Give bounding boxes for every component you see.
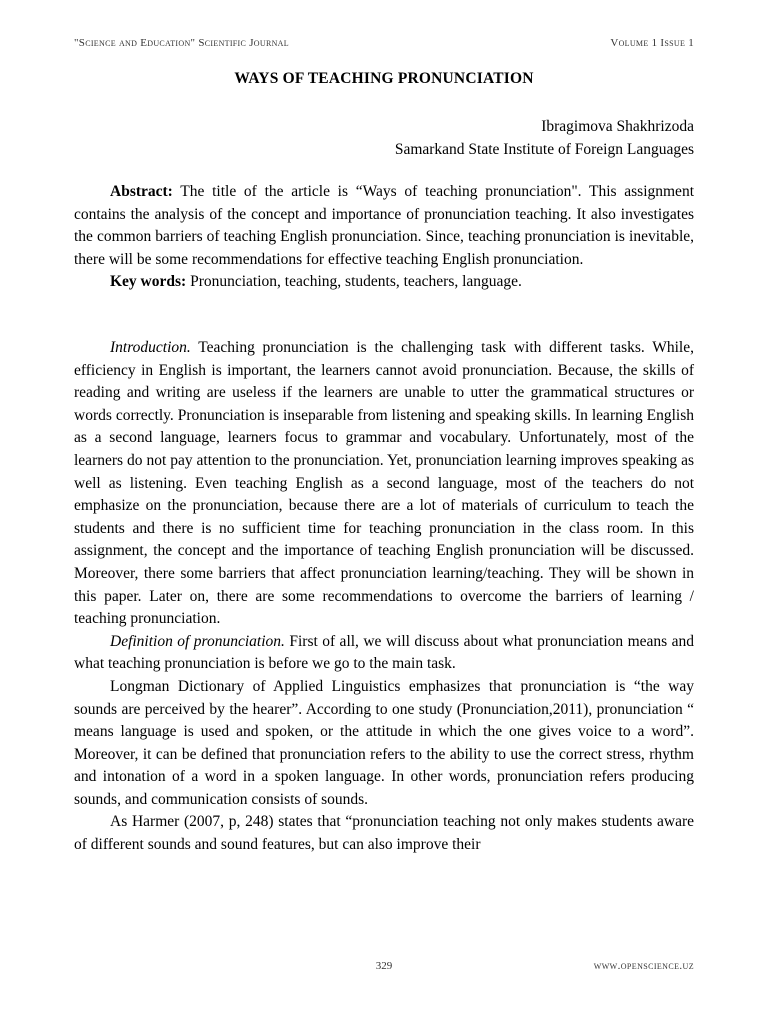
abstract-label: Abstract: [110, 183, 173, 200]
introduction-paragraph [74, 337, 694, 631]
definition-label: Definition of pronunciation. [110, 632, 285, 650]
longman-paragraph: Longman Dictionary of Applied Linguistics emphasizes that pronunciation is “the way sounds are perceived by the hearer”. According to one study (Pronunciation,2011), pronunciation “ means language is used and spoken, or the attitude in which the one gives voice to a word”. Moreover, it can be defined that pronunciation refers to the ability to use the correct stress, rhythm and intonation of a word in a spoken language. In other words, pronunciation refers producing sounds, and communication consists of sounds. [74, 677, 694, 808]
running-header [74, 37, 694, 55]
main-body [74, 337, 694, 857]
volume-issue: Volume 1 Issue 1 [610, 37, 694, 49]
abstract-paragraph [74, 181, 694, 271]
keywords-label: Key words: [110, 273, 187, 291]
keywords-text: Pronunciation, teaching, students, teachers, language. [186, 273, 522, 291]
keywords-paragraph [74, 271, 694, 294]
introduction-label: Introduction. [110, 339, 191, 356]
journal-name: "Science and Education" Scientific Journal [74, 37, 289, 49]
introduction-text: Teaching pronunciation is the challenging task with different tasks. While, efficiency in English is important, the learners cannot avoid pronunciation. Because, the skills of reading and writing are useless if the learners are unable to utter the grammatical structures or words correctly. Pronunciation is inseparable from listening and speaking skills. In learning English as a second language, learners focus to grammar and vocabulary. Unfortunately, most of the learners do not pay attention to the pronunciation. Yet, pronunciation learning improves speaking as well as listening. Even teaching English as a second language, most of the teachers do not emphasize on the pronunciation, because there are a lot of materials of curriculum to teach the students and there is no sufficient time for teaching pronunciation in the class room. In this assignment, the concept and the importance of teaching English pronunciation will be discussed. Moreover, there some barriers that affect pronunciation learning/teaching. They will be shown in this paper. Later on, there are some recommendations to overcome the barriers of learning / teaching pronunciation. [74, 339, 694, 628]
article-title: WAYS OF TEACHING PRONUNCIATION [234, 70, 534, 87]
page-footer [74, 960, 694, 976]
page-number: 329 [375, 960, 393, 972]
author-block [395, 115, 694, 161]
definition-text: First of all, we will discuss about what pronunciation means and what teaching pronunciation is before we go to the main task. [74, 632, 695, 673]
abstract-section [74, 181, 694, 294]
website-link: www.openscience.uz [593, 960, 694, 972]
author-name: Ibragimova Shakhrizoda [541, 118, 694, 135]
abstract-text: The title of the article is “Ways of teaching pronunciation". This assignment contains the analysis of the concept and importance of pronunciation teaching. It also investigates the common barriers of teaching English pronunciation. Since, teaching pronunciation is inevitable, there will be some recommendations for effective teaching English pronunciation. [74, 183, 694, 268]
harmer-paragraph: As Harmer (2007, p, 248) states that “pronunciation teaching not only makes students aware of different sounds and sound features, but can also improve their [74, 813, 694, 854]
author-affiliation: Samarkand State Institute of Foreign Languages [394, 141, 694, 158]
definition-paragraph [74, 631, 694, 676]
